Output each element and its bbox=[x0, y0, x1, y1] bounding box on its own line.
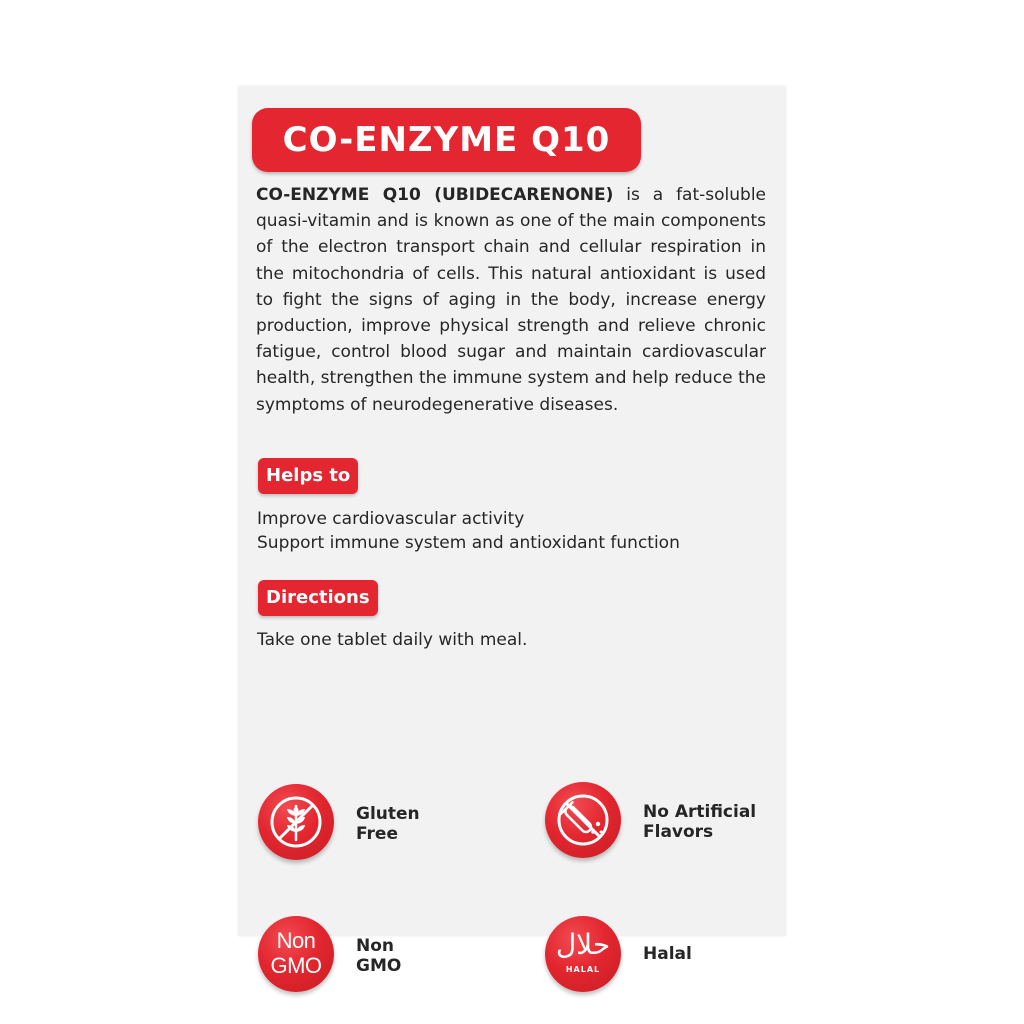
non-gmo-label: Non GMO bbox=[356, 936, 402, 976]
halal-label: Halal bbox=[643, 944, 692, 964]
halal-icon-arabic: حلال bbox=[555, 928, 611, 961]
no-artificial-flavors-label: No Artificial Flavors bbox=[643, 802, 757, 842]
helps-list bbox=[257, 507, 680, 555]
halal-icon bbox=[545, 916, 621, 992]
directions-text: Take one tablet daily with meal. bbox=[257, 630, 528, 650]
non-gmo-icon-text: Non GMO bbox=[270, 928, 322, 978]
description-bold-lead: CO-ENZYME Q10 (UBIDECARENONE) bbox=[256, 185, 614, 205]
test-tube-crossed-icon bbox=[545, 782, 621, 858]
product-description bbox=[256, 182, 766, 418]
description-text: is a fat-soluble quasi-vitamin and is known as one of the main components of the electron transport chain and cellular respiration in the mitochondria of cells. This natural antioxidant is used to fight the signs of aging in the body, increase energy production, improve physical strength and relieve chronic fatigue, control blood sugar and maintain cardiovascular health, strengthen the immune system and help reduce the symptoms of neurodegenerative diseases. bbox=[256, 185, 766, 415]
wheat-crossed-icon bbox=[258, 784, 334, 860]
gluten-free-label: Gluten Free bbox=[356, 804, 420, 844]
helps-item-cardiovascular: Improve cardiovascular activity bbox=[257, 509, 525, 529]
halal-icon-latin: HALAL bbox=[565, 965, 601, 974]
helps-to-heading: Helps to bbox=[258, 458, 358, 494]
non-gmo-icon bbox=[258, 916, 334, 992]
product-title: CO-ENZYME Q10 bbox=[252, 108, 641, 172]
helps-item-immune: Support immune system and antioxidant function bbox=[257, 533, 680, 553]
directions-heading: Directions bbox=[258, 580, 378, 616]
product-info-card bbox=[238, 86, 786, 978]
